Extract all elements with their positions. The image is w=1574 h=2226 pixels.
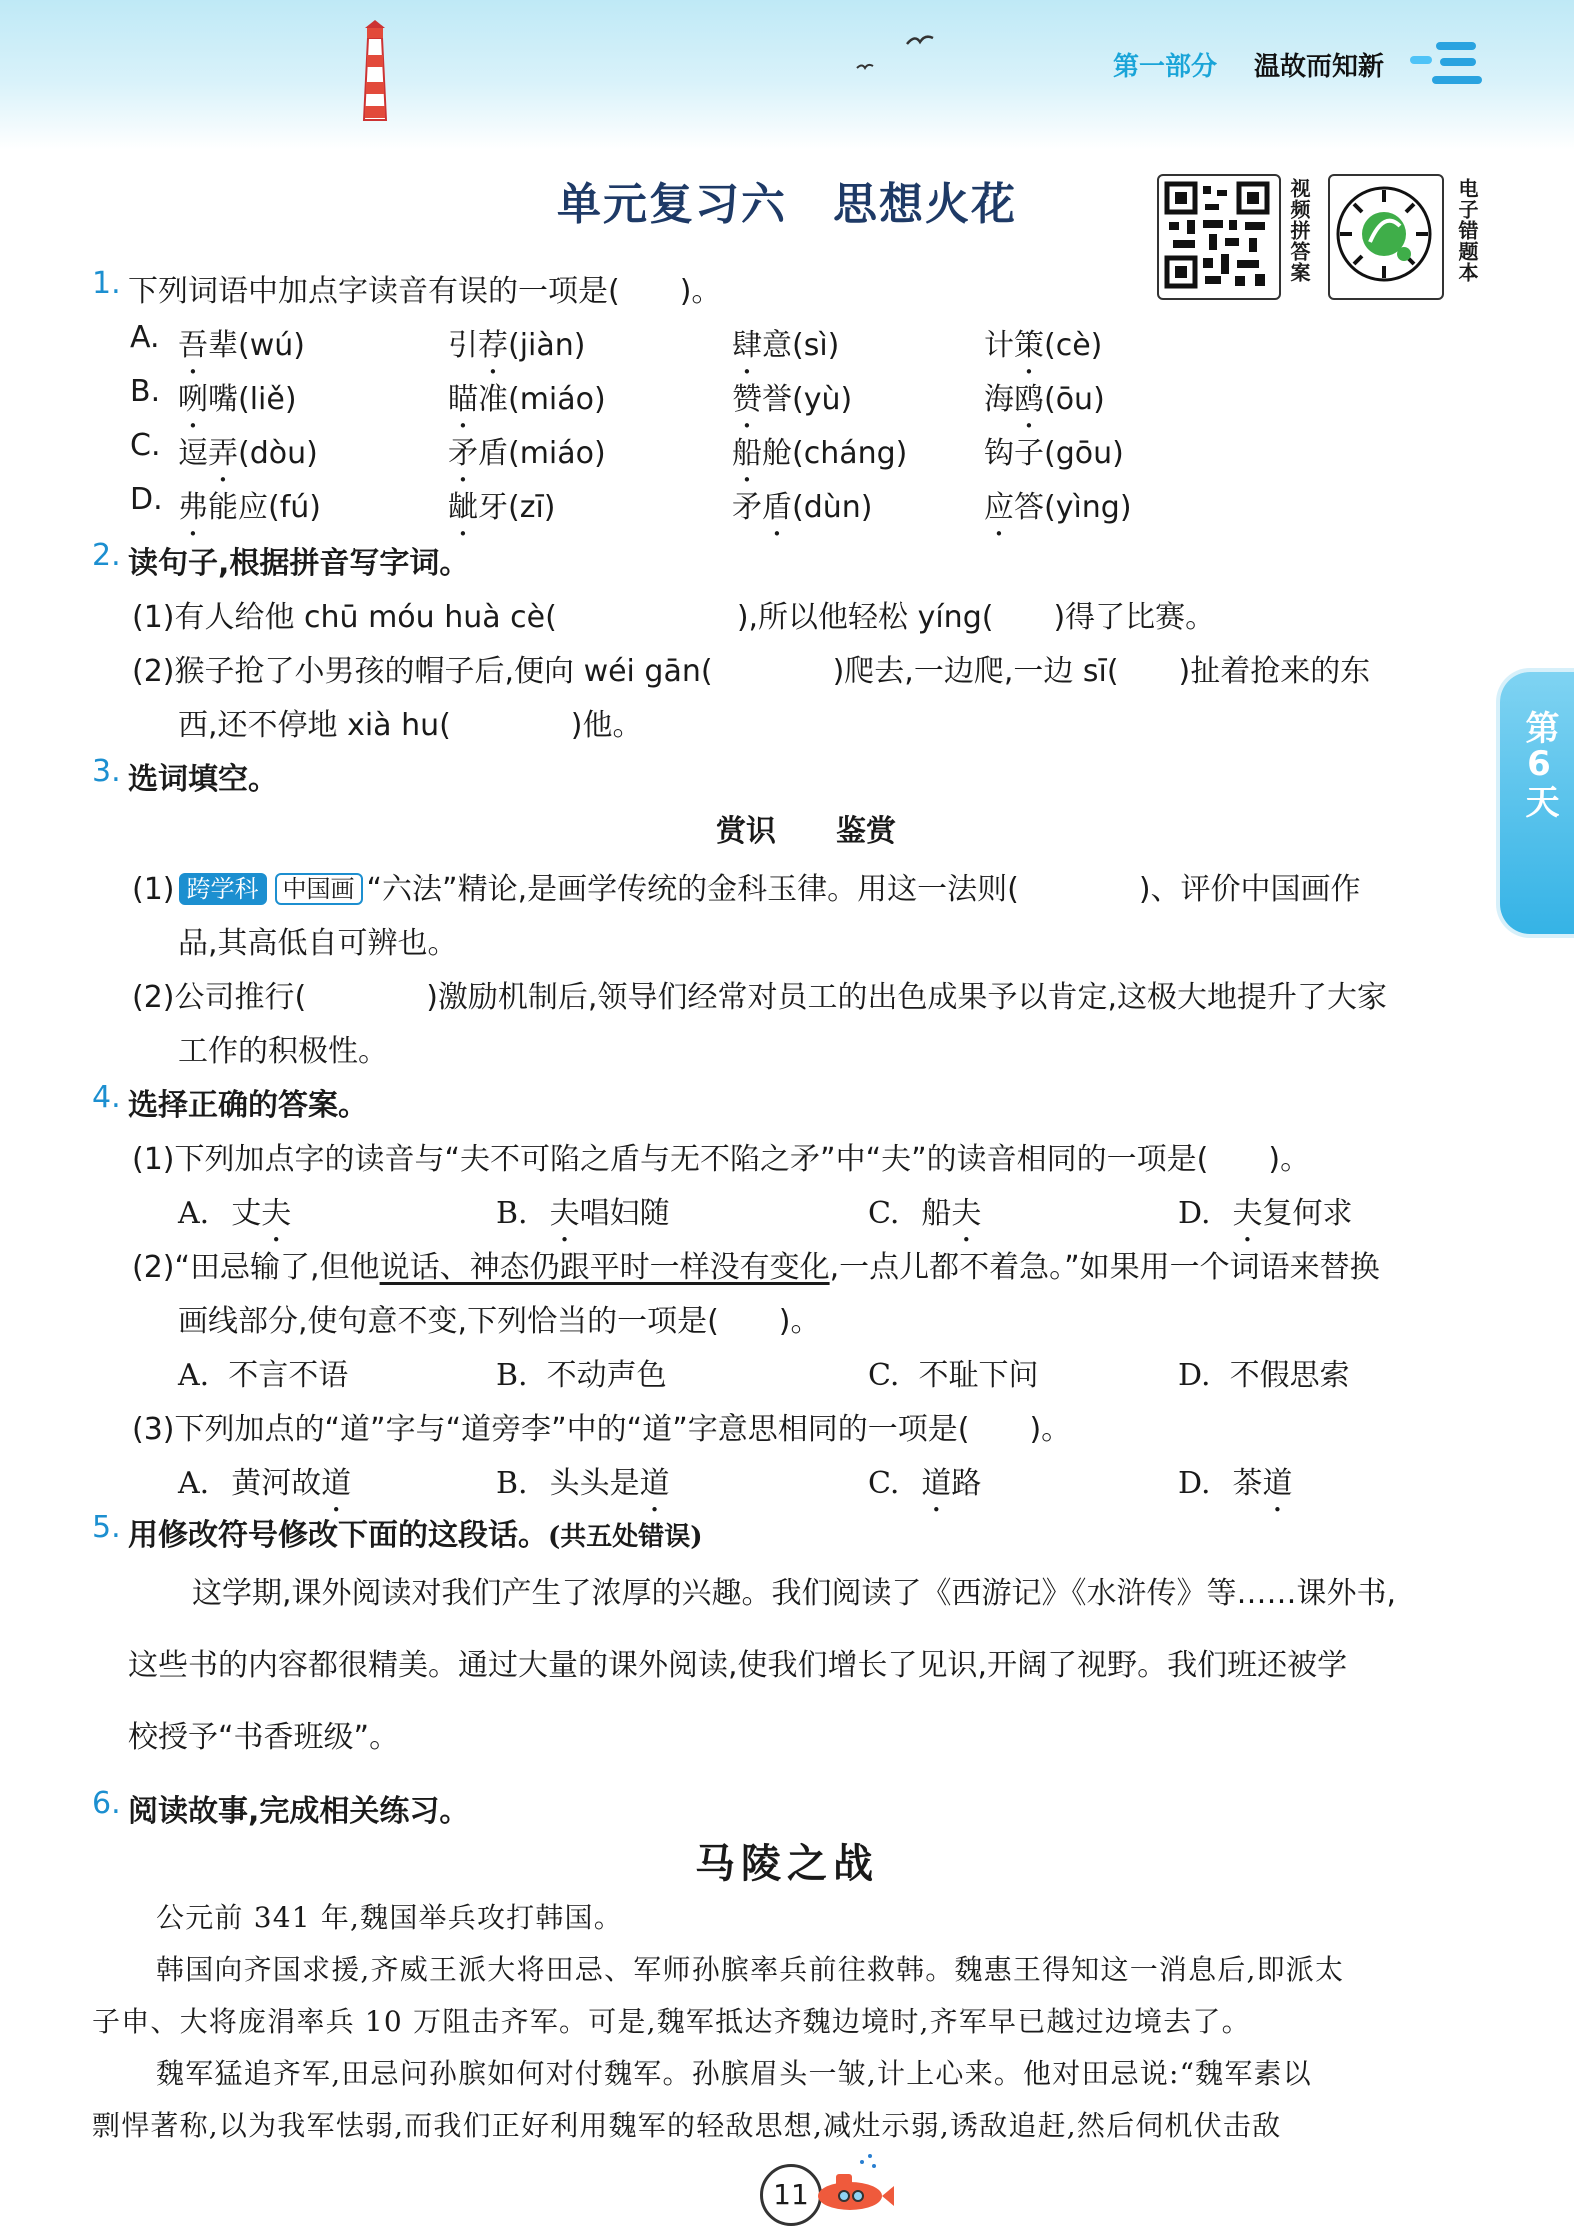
dotted-character: 应 <box>984 490 1014 525</box>
qr-label-mistakes: 电子错题本 <box>1455 178 1479 283</box>
choice-label: C. <box>868 1196 900 1231</box>
dotted-character: 夫 <box>1232 1196 1263 1231</box>
question-2-line-3: 西,还不停地 xià hu( )他。 <box>178 708 643 743</box>
word-part: 计 <box>984 328 1014 363</box>
word-part: (dòu) <box>238 436 318 471</box>
paragraph-line-1: 这学期,课外阅读对我们产生了浓厚的兴趣。我们阅读了《西游记》《水浒传》等……课外书, <box>192 1576 1397 1611</box>
option-word <box>732 428 907 489</box>
choice-option <box>496 1188 670 1249</box>
word-part: 唱妇随 <box>579 1196 670 1231</box>
question-4-sub-3: (3)下列加点的“道”字与“道旁李”中的“道”字意思相同的一项是( )。 <box>132 1412 1072 1447</box>
choice-option <box>178 1188 291 1249</box>
option-word <box>448 320 585 381</box>
dotted-character: 策 <box>1014 328 1044 363</box>
question-4-sub-2 <box>132 1242 1380 1286</box>
dotted-character: 夫 <box>951 1196 982 1231</box>
choice-option: B. 不动声色 <box>496 1358 667 1393</box>
choice-label: D. <box>1178 1196 1211 1231</box>
section-logo-icon <box>1410 34 1484 90</box>
option-word <box>448 428 606 489</box>
question-3-line-2: 品,其高低自可辨也。 <box>178 926 458 961</box>
word-part: 誉(yù) <box>762 382 853 417</box>
header-section-title: 温故而知新 <box>1254 52 1385 82</box>
cross-subject-tag: 跨学科 <box>179 873 267 905</box>
option-word <box>732 482 872 543</box>
word-part: 准(miáo) <box>478 382 606 417</box>
choice-option <box>1178 1458 1293 1519</box>
dotted-character: 夫 <box>261 1196 292 1231</box>
word-part: 逗 <box>178 436 208 471</box>
word-part: 舱(cháng) <box>762 436 908 471</box>
dotted-character: 弗 <box>178 490 208 525</box>
day-tab-label: 第6天 <box>1519 710 1559 818</box>
option-label: C. <box>130 428 161 463</box>
dotted-character: 道 <box>1262 1466 1293 1501</box>
option-word <box>178 320 305 381</box>
question-2-line-2: (2)猴子抢了小男孩的帽子后,便向 wéi gān( )爬去,一边爬,一边 sī( )扯着抢来的东 <box>132 654 1371 689</box>
question-3-line-3: (2)公司推行( )激励机制后,领导们经常对员工的出色成果予以肯定,这极大地提升了大家 <box>132 980 1387 1015</box>
dotted-character: 瞄 <box>448 382 478 417</box>
story-line: 剽悍著称,以为我军怯弱,而我们正好利用魏军的轻敌思想,减灶示弱,诱敌追赶,然后伺机伏击敌 <box>92 2109 1282 2142</box>
story-line: 韩国向齐国求援,齐威王派大将田忌、军师孙膑率兵前往救韩。魏惠王得知这一消息后,即派太 <box>156 1953 1345 1986</box>
word-part: 钩 <box>984 436 1014 471</box>
word-part: 牙(zī) <box>478 490 556 525</box>
bird-icon <box>856 62 874 72</box>
day-tab <box>1500 672 1574 934</box>
word-part: 引 <box>448 328 478 363</box>
question-1-number: 1. <box>92 266 121 301</box>
word-part: (jiàn) <box>508 328 586 363</box>
choice-option: A. 不言不语 <box>178 1358 349 1393</box>
header-section-label: 第一部分 <box>1113 52 1218 82</box>
sentence-text: (2)“田忌输了,但他 <box>132 1250 380 1285</box>
choice-label: C. <box>868 1466 900 1501</box>
story-line: 公元前 341 年,魏国举兵攻打韩国。 <box>156 1901 623 1934</box>
qr-code-mistakes[interactable] <box>1328 174 1444 300</box>
option-label: A. <box>130 320 160 355</box>
submarine-icon <box>800 2150 900 2216</box>
option-word <box>448 482 556 543</box>
dotted-character: 咧 <box>178 382 208 417</box>
option-word <box>984 482 1132 543</box>
dotted-character: 道 <box>639 1466 670 1501</box>
option-word <box>178 428 318 489</box>
dotted-character: 吾 <box>178 328 208 363</box>
option-word <box>448 374 606 435</box>
chinese-painting-tag: 中国画 <box>275 873 363 905</box>
question-2-text: 读句子,根据拼音写字词。 <box>128 546 470 581</box>
sentence-text: ,一点儿都不着急。”如果用一个词语来替换 <box>829 1250 1380 1285</box>
word-part: 复何求 <box>1262 1196 1353 1231</box>
question-2-number: 2. <box>92 538 121 573</box>
choice-label: B. <box>496 1466 528 1501</box>
option-word <box>984 428 1124 489</box>
choice-label: A. <box>178 1466 210 1501</box>
word-part: 盾(miáo) <box>478 436 606 471</box>
word-part: 海 <box>984 382 1014 417</box>
item-number: (1) <box>132 872 175 907</box>
page-title: 单元复习六 思想火花 <box>557 179 1017 230</box>
question-6-text: 阅读故事,完成相关练习。 <box>128 1794 470 1829</box>
choice-option: C. 不耻下问 <box>868 1358 1039 1393</box>
option-label: B. <box>130 374 161 409</box>
question-4-number: 4. <box>92 1080 121 1115</box>
word-part: 路 <box>951 1466 982 1501</box>
word-part: (cè) <box>1044 328 1103 363</box>
option-word <box>984 320 1102 381</box>
mini-program-code-icon <box>1330 176 1438 294</box>
option-word <box>178 374 297 435</box>
word-part: 子(gōu) <box>1014 436 1124 471</box>
choice-option: D. 不假思索 <box>1178 1358 1350 1393</box>
question-2-line-1: (1)有人给他 chū móu huà cè( ),所以他轻松 yíng( )得了比赛。 <box>132 600 1216 635</box>
word-part: 辈(wú) <box>208 328 305 363</box>
dotted-character: 鸥 <box>1014 382 1044 417</box>
paragraph-line-3: 校授予“书香班级”。 <box>128 1720 400 1755</box>
story-title: 马陵之战 <box>695 1840 879 1887</box>
dotted-character: 盾 <box>762 490 792 525</box>
choice-label: A. <box>178 1196 210 1231</box>
question-3-line-4: 工作的积极性。 <box>178 1034 388 1069</box>
dotted-character: 船 <box>732 436 762 471</box>
dotted-character: 龇 <box>448 490 478 525</box>
question-4-sub-1: (1)下列加点字的读音与“夫不可陷之盾与无不陷之矛”中“夫”的读音相同的一项是( )。 <box>132 1142 1311 1177</box>
qr-label-video: 视频拼答案 <box>1287 178 1311 283</box>
question-4-sub-2-line-2: 画线部分,使句意不变,下列恰当的一项是( )。 <box>178 1304 821 1339</box>
choice-option <box>868 1188 981 1249</box>
question-5-number: 5. <box>92 1510 121 1545</box>
sentence-text: “六法”精论,是画学传统的金科玉律。用这一法则( )、评价中国画作 <box>366 872 1361 907</box>
qr-code-video[interactable] <box>1157 174 1281 300</box>
dotted-character: 道 <box>321 1466 352 1501</box>
choice-option <box>868 1458 981 1519</box>
dotted-character: 赞 <box>732 382 762 417</box>
question-1-text: 下列词语中加点字读音有误的一项是( )。 <box>128 274 722 309</box>
word-part: 头头是 <box>549 1466 640 1501</box>
question-3-line-1 <box>132 864 1361 908</box>
word-part: 矛 <box>732 490 762 525</box>
word-part: (ōu) <box>1044 382 1105 417</box>
dotted-character: 夫 <box>549 1196 580 1231</box>
dotted-character: 弄 <box>208 436 238 471</box>
word-part: 茶 <box>1232 1466 1263 1501</box>
choice-option <box>1178 1188 1353 1249</box>
bird-icon <box>905 32 935 48</box>
word-bank: 赏识 鉴赏 <box>716 814 896 849</box>
dotted-character: 肆 <box>732 328 762 363</box>
dotted-character: 道 <box>921 1466 952 1501</box>
paragraph-line-2: 这些书的内容都很精美。通过大量的课外阅读,使我们增长了见识,开阔了视野。我们班还被学 <box>128 1648 1348 1683</box>
word-part: 答(yìng) <box>1014 490 1132 525</box>
word-part: 丈 <box>231 1196 262 1231</box>
word-part: 黄河故 <box>231 1466 322 1501</box>
option-word <box>732 320 839 381</box>
lighthouse-icon <box>350 20 400 130</box>
qr-code-icon <box>1159 176 1275 294</box>
word-part: 意(sì) <box>762 328 840 363</box>
page-number: 11 <box>760 2164 822 2226</box>
option-word <box>732 374 852 435</box>
question-4-text: 选择正确的答案。 <box>128 1088 368 1123</box>
question-5-instruction: 用修改符号修改下面的这段话。 <box>128 1518 548 1553</box>
dotted-character: 荐 <box>478 328 508 363</box>
error-count-note: (共五处错误) <box>548 1522 703 1552</box>
underlined-phrase: 说话、神态仍跟平时一样没有变化 <box>379 1250 830 1285</box>
option-word <box>984 374 1105 435</box>
story-line: 子申、大将庞涓率兵 10 万阻击齐军。可是,魏军抵达齐魏边境时,齐军早已越过边境去了。 <box>92 2005 1251 2038</box>
choice-label: B. <box>496 1196 528 1231</box>
option-label: D. <box>130 482 163 517</box>
word-part: 嘴(liě) <box>208 382 297 417</box>
question-5-text <box>128 1510 703 1554</box>
choice-label: D. <box>1178 1466 1211 1501</box>
question-3-number: 3. <box>92 754 121 789</box>
story-line: 魏军猛追齐军,田忌问孙膑如何对付魏军。孙膑眉头一皱,计上心来。他对田忌说:“魏军素以 <box>156 2057 1312 2090</box>
option-word <box>178 482 321 543</box>
word-part: 能应(fú) <box>208 490 321 525</box>
word-part: (dùn) <box>792 490 873 525</box>
dotted-character: 矛 <box>448 436 478 471</box>
question-3-text: 选词填空。 <box>128 762 278 797</box>
question-6-number: 6. <box>92 1786 121 1821</box>
word-part: 船 <box>921 1196 952 1231</box>
